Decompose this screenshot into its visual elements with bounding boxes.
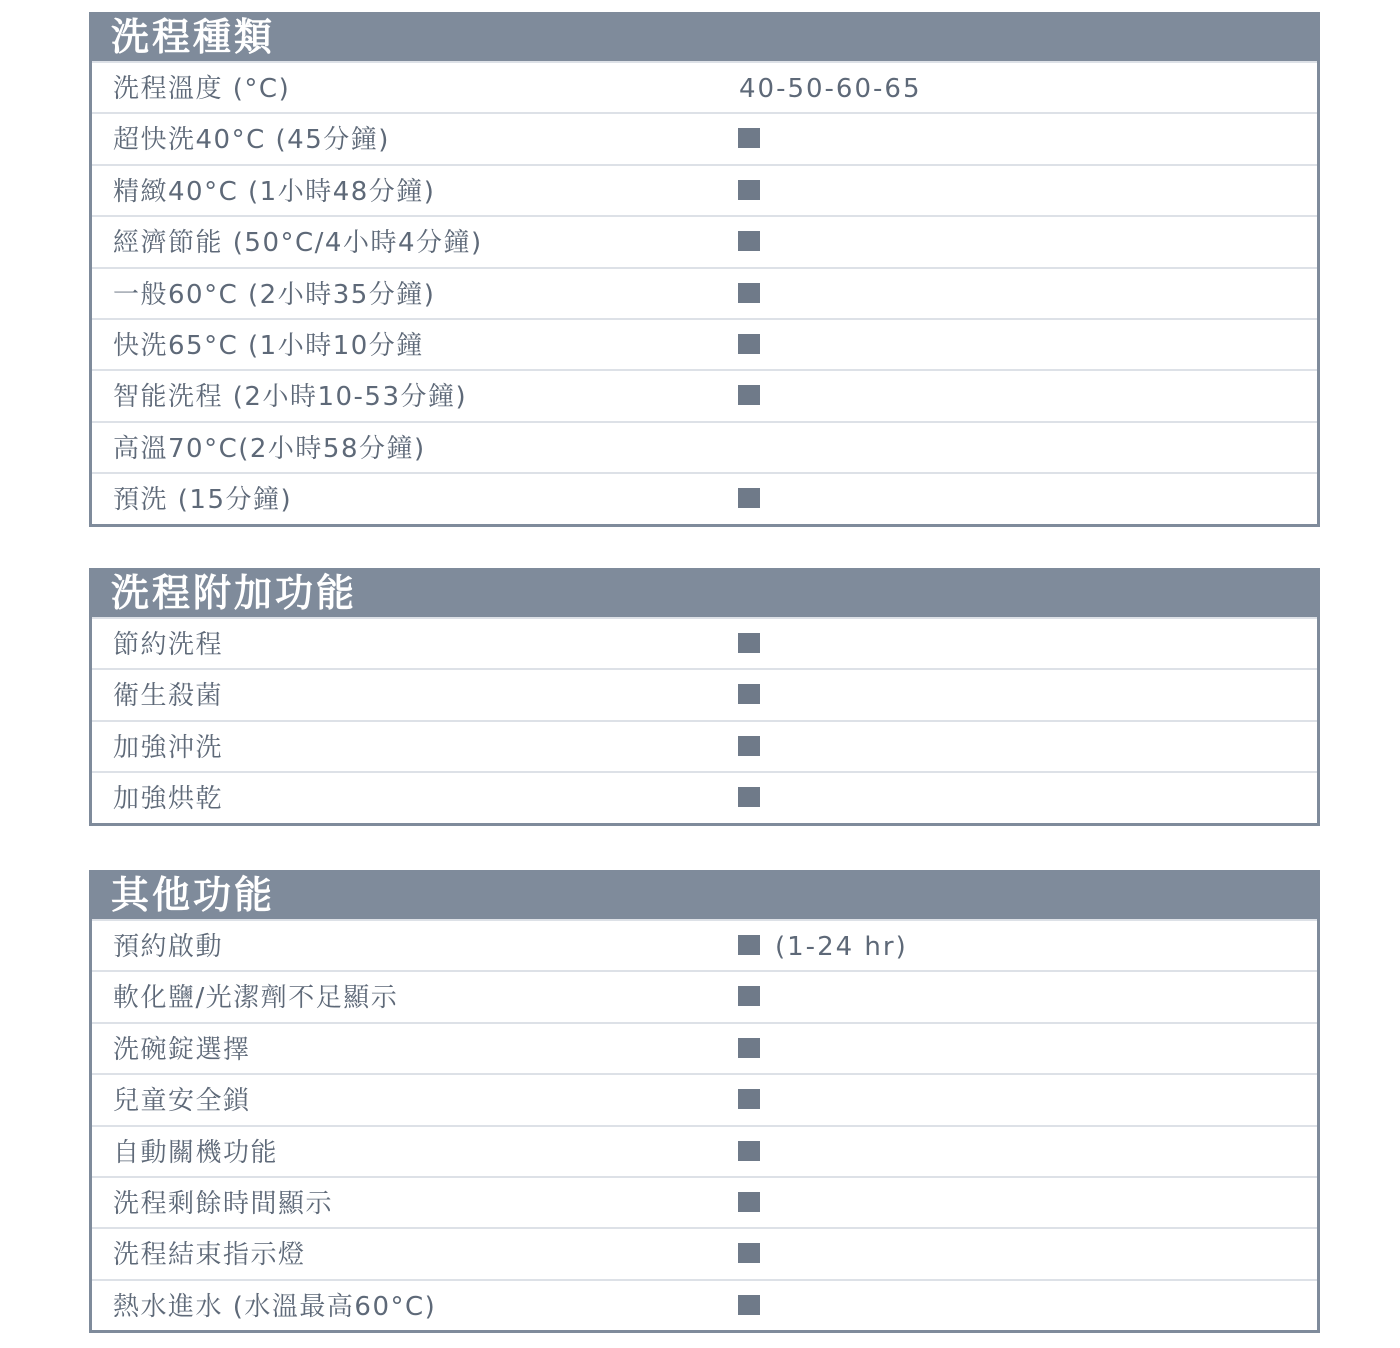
check-square-icon: [738, 385, 760, 405]
row-label: 加強烘乾: [113, 784, 224, 815]
table-row: [92, 318, 1317, 369]
row-label: 高溫70°C(2小時58分鐘): [113, 433, 426, 464]
check-square-icon: [738, 334, 760, 354]
check-square-icon: [738, 633, 760, 653]
check-square-icon: [738, 231, 760, 251]
check-square-icon: [738, 1192, 760, 1212]
row-label: 一般60°C (2小時35分鐘): [113, 279, 436, 310]
table-row: [92, 421, 1317, 472]
table-row: [92, 1073, 1317, 1124]
row-label: 軟化鹽/光潔劑不足顯示: [113, 983, 399, 1014]
section-other-features: [89, 870, 1320, 1333]
check-square-icon: [738, 283, 760, 303]
table-row: [92, 720, 1317, 771]
check-square-icon: [738, 1295, 760, 1315]
table-row: [92, 369, 1317, 420]
row-label: 衛生殺菌: [113, 681, 224, 712]
section-title: 其他功能: [89, 870, 1320, 919]
check-square-icon: [738, 128, 760, 148]
section-title: 洗程種類: [89, 12, 1320, 61]
check-square-icon: [738, 787, 760, 807]
table-row: [92, 215, 1317, 266]
row-label: 加強沖洗: [113, 732, 224, 763]
row-label: 洗程溫度 (°C): [113, 74, 291, 104]
check-square-icon: [738, 986, 760, 1006]
row-label: 熱水進水 (水溫最高60°C): [113, 1291, 437, 1322]
row-label: 經濟節能 (50°C/4小時4分鐘): [113, 228, 483, 259]
row-label: 洗程結束指示燈: [113, 1240, 306, 1271]
table-row: [92, 1022, 1317, 1073]
check-square-icon: [738, 1089, 760, 1109]
check-square-icon: [738, 1243, 760, 1263]
table-row: [92, 1176, 1317, 1227]
table-row: [92, 919, 1317, 970]
check-square-icon: [738, 180, 760, 200]
table-row: [92, 1125, 1317, 1176]
row-label: 智能洗程 (2小時10-53分鐘): [113, 382, 468, 413]
table-row: [92, 617, 1317, 668]
check-square-icon: [738, 935, 760, 955]
row-label: 洗程剩餘時間顯示: [113, 1188, 334, 1219]
section-program-options: [89, 568, 1320, 826]
table-row: [92, 472, 1317, 523]
check-square-icon: [738, 1038, 760, 1058]
check-square-icon: [738, 736, 760, 756]
section-title: 洗程附加功能: [89, 568, 1320, 617]
check-square-icon: [738, 684, 760, 704]
check-square-icon: [738, 1141, 760, 1161]
row-label: 精緻40°C (1小時48分鐘): [113, 176, 436, 207]
table-row: [92, 970, 1317, 1021]
row-label: 節約洗程: [113, 630, 224, 660]
row-label: 預洗 (15分鐘): [113, 485, 293, 516]
table-row: [92, 267, 1317, 318]
table-row: [92, 668, 1317, 719]
row-note: (1-24 hr): [775, 932, 908, 962]
table-row: [92, 1279, 1317, 1330]
check-square-icon: [738, 488, 760, 508]
table-row: [92, 164, 1317, 215]
table-row: [92, 771, 1317, 822]
row-label: 快洗65°C (1小時10分鐘: [113, 330, 424, 361]
row-value: 40-50-60-65: [739, 74, 922, 104]
row-label: 預約啟動: [113, 932, 224, 962]
row-label: 自動關機功能: [113, 1137, 279, 1168]
table-row: [92, 112, 1317, 163]
row-label: 洗碗錠選擇: [113, 1034, 251, 1065]
section-wash-programs: [89, 12, 1320, 527]
row-label: 超快洗40°C (45分鐘): [113, 125, 390, 156]
table-row: [92, 1227, 1317, 1278]
table-row: [92, 61, 1317, 112]
row-label: 兒童安全鎖: [113, 1086, 251, 1117]
